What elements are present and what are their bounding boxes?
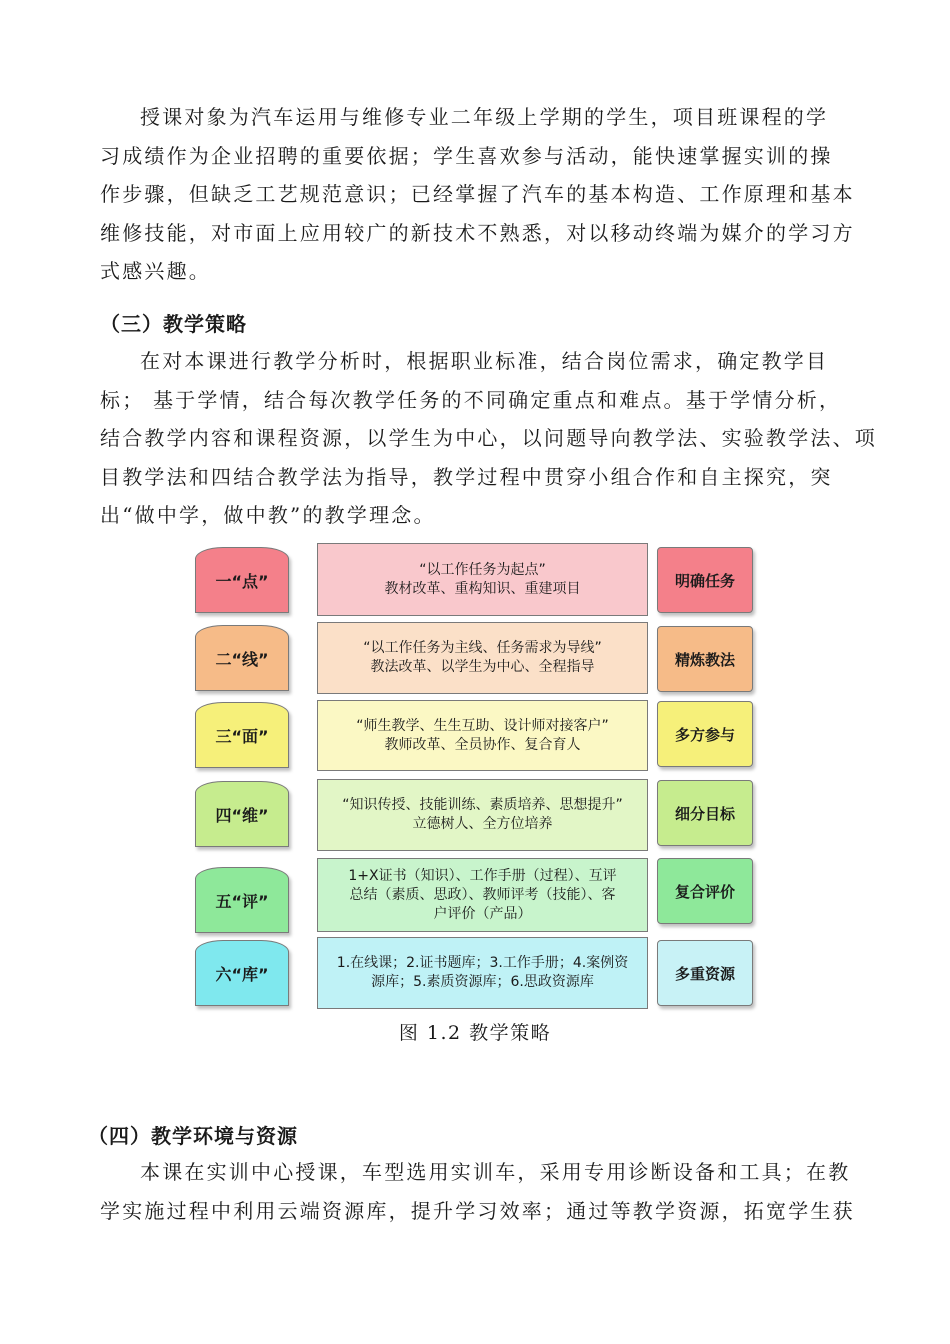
description-line: “师生教学、生生互助、设计师对接客户” [356, 717, 609, 734]
row-description-line [317, 622, 648, 694]
paragraph-line: 习成绩作为企业招聘的重要依据；学生喜欢参与活动，能快速掌握实训的操 [100, 143, 833, 168]
row-description-evaluation [317, 858, 648, 932]
row-tab-line: 二“线” [195, 625, 289, 691]
paragraph-line: 结合教学内容和课程资源，以学生为中心，以问题导向教学法、实验教学法、项 [100, 426, 877, 450]
row-description-dimension [317, 779, 648, 851]
row-tab-evaluation: 五“评” [195, 867, 289, 933]
paragraph-line: 出“做中学，做中教”的教学理念。 [100, 503, 436, 527]
paragraph-line: 在对本课进行教学分析时，根据职业标准，结合岗位需求，确定教学目 [140, 349, 829, 373]
row-description-surface [317, 700, 648, 771]
paragraph-line: 本课在实训中心授课，车型选用实训车，采用专用诊断设备和工具；在教 [140, 1160, 851, 1184]
row-goal-library: 多重资源 [657, 940, 753, 1006]
paragraph-line: 维修技能，对市面上应用较广的新技术不熟悉，对以移动终端为媒介的学习方 [100, 220, 855, 245]
paragraph-line: 目教学法和四结合教学法为指导，教学过程中贯穿小组合作和自主探究，突 [100, 464, 833, 489]
description-line: 1+X证书（知识）、工作手册（过程）、互评 [348, 867, 617, 884]
paragraph-line: 授课对象为汽车运用与维修专业二年级上学期的学生，项目班课程的学 [140, 105, 829, 129]
description-line: 教师改革、全员协作、复合育人 [384, 736, 581, 753]
row-tab-point: 一“点” [195, 547, 289, 613]
row-description-point [317, 543, 648, 616]
row-tab-dimension: 四“维” [195, 781, 289, 847]
description-line: 立德树人、全方位培养 [412, 816, 553, 832]
row-goal-point: 明确任务 [657, 547, 753, 613]
row-goal-line: 精炼教法 [657, 626, 753, 692]
row-goal-surface: 多方参与 [657, 701, 753, 767]
description-line: 教材改革、重构知识、重建项目 [384, 580, 581, 597]
row-tab-surface: 三“面” [195, 702, 289, 768]
row-tab-library: 六“库” [195, 940, 289, 1006]
description-line: “知识传授、技能训练、素质培养、思想提升” [342, 797, 623, 813]
description-line: 源库；5.素质资源库；6.思政资源库 [371, 974, 594, 990]
row-description-library [317, 937, 648, 1009]
description-line: 总结（素质、思政）、教师评考（技能）、客 [349, 886, 616, 903]
description-line: “以工作任务为主线、任务需求为导线” [363, 640, 602, 656]
paragraph-line: 式感兴趣。 [100, 259, 211, 283]
section-heading-environment-resources: （四）教学环境与资源 [88, 1124, 298, 1148]
paragraph-line: 作步骤，但缺乏工艺规范意识；已经掌握了汽车的基本构造、工作原理和基本 [100, 182, 855, 206]
description-line: “以工作任务为起点” [419, 561, 546, 578]
section-heading-teaching-strategy: （三）教学策略 [100, 312, 247, 336]
paragraph-line: 学实施过程中利用云端资源库，提升学习效率；通过等教学资源，拓宽学生获 [100, 1198, 855, 1223]
paragraph-line: 标； 基于学情，结合每次教学任务的不同确定重点和难点。基于学情分析， [100, 387, 842, 412]
description-line: 1.在线课；2.证书题库；3.工作手册；4.案例资 [336, 955, 629, 971]
description-line: 户评价（产品） [433, 905, 532, 922]
description-line: 教法改革、以学生为中心、全程指导 [370, 659, 595, 675]
figure-caption: 图 1.2 教学策略 [398, 1022, 552, 1044]
environment-paragraph [100, 1153, 855, 1230]
row-goal-evaluation: 复合评价 [657, 858, 753, 924]
row-goal-dimension: 细分目标 [657, 780, 753, 846]
